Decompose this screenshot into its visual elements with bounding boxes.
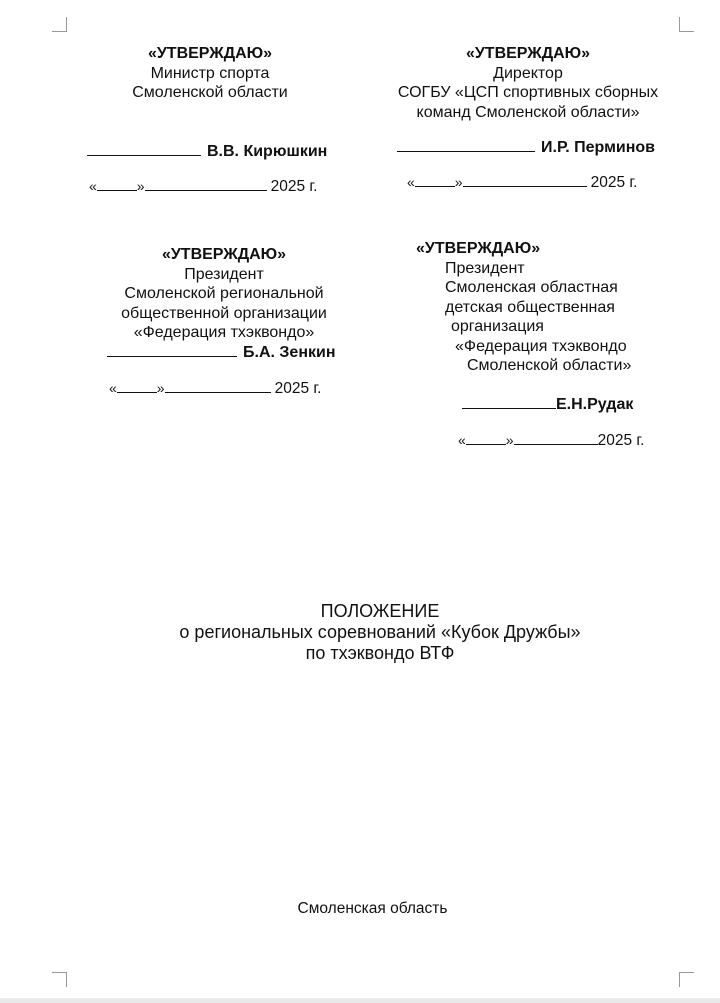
approval-stamp: «УТВЕРЖДАЮ»	[147, 45, 273, 62]
page-bottom-edge	[0, 998, 720, 1003]
date-minister	[89, 178, 317, 196]
signature-line	[87, 141, 201, 156]
signatory-name: Е.Н.Рудак	[556, 396, 634, 413]
approval-block-president-children	[416, 239, 656, 376]
margin-corner-top-left	[52, 17, 67, 32]
year-text: 2025 г.	[270, 178, 318, 195]
position-line: Президент	[445, 259, 525, 277]
document-place: Смоленская область	[297, 900, 448, 917]
margin-corner-top-right	[679, 17, 694, 32]
position-line: Смоленская областная	[445, 279, 618, 296]
year-text: 2025 г.	[274, 380, 322, 397]
title-line: по тхэквондо ВТФ	[305, 643, 455, 663]
approval-stamp: «УТВЕРЖДАЮ»	[416, 240, 541, 257]
month-blank	[463, 175, 587, 187]
document-title	[0, 601, 720, 664]
signature-president-federation	[107, 342, 335, 362]
title-line: о региональных соревнований «Кубок Дружбы»	[179, 622, 581, 642]
position-line: Директор	[493, 64, 563, 82]
date-quote-open: «	[458, 432, 466, 448]
title-line: ПОЛОЖЕНИЕ	[320, 601, 440, 621]
month-blank	[165, 381, 271, 393]
signatory-name: В.В. Кирюшкин	[207, 143, 328, 160]
date-quote-close: »	[136, 178, 145, 194]
day-blank	[466, 433, 506, 445]
year-text: 2025 г.	[590, 174, 638, 191]
day-blank	[117, 381, 157, 393]
day-blank	[97, 179, 137, 191]
approval-block-president-federation	[94, 245, 354, 343]
month-blank	[514, 433, 598, 445]
date-quote-open: «	[109, 380, 117, 396]
position-line: Президент	[184, 265, 264, 283]
position-line: Министр спорта	[150, 64, 270, 82]
approval-stamp: «УТВЕРЖДАЮ»	[161, 246, 287, 263]
signature-president-children	[462, 394, 633, 414]
date-quote-open: «	[407, 174, 415, 190]
date-director	[407, 174, 637, 192]
position-line: команд Смоленской области»	[416, 103, 640, 121]
position-line: СОГБУ «ЦСП спортивных сборных	[397, 84, 659, 101]
date-president-federation	[109, 380, 321, 398]
position-line: общественной организации	[121, 304, 327, 322]
month-blank	[145, 179, 267, 191]
position-line: Смоленской региональной	[124, 285, 324, 302]
signature-line	[462, 394, 556, 409]
position-line: Смоленской области»	[467, 357, 632, 374]
signature-director	[397, 137, 655, 157]
position-line: детская общественная	[445, 298, 615, 316]
date-quote-open: «	[89, 178, 97, 194]
position-line: «Федерация тхэквондо»	[133, 324, 315, 341]
year-text: 2025 г.	[597, 432, 645, 449]
approval-block-director	[380, 44, 676, 122]
date-quote-close: »	[156, 380, 165, 396]
margin-corner-bottom-left	[52, 972, 67, 987]
position-line: Смоленской области	[132, 84, 288, 101]
signature-line	[397, 137, 535, 152]
signatory-name: И.Р. Перминов	[541, 139, 656, 156]
signature-minister	[87, 141, 327, 161]
approval-stamp: «УТВЕРЖДАЮ»	[465, 45, 591, 62]
margin-corner-bottom-right	[679, 972, 694, 987]
date-quote-close: »	[454, 174, 463, 190]
signature-line	[107, 342, 237, 357]
signatory-name: Б.А. Зенкин	[243, 344, 336, 361]
approval-block-minister	[80, 44, 340, 103]
position-line: организация	[451, 318, 544, 335]
date-quote-close: »	[505, 432, 514, 448]
day-blank	[415, 175, 455, 187]
date-president-children	[458, 432, 644, 450]
position-line: «Федерация тхэквондо	[455, 337, 627, 355]
